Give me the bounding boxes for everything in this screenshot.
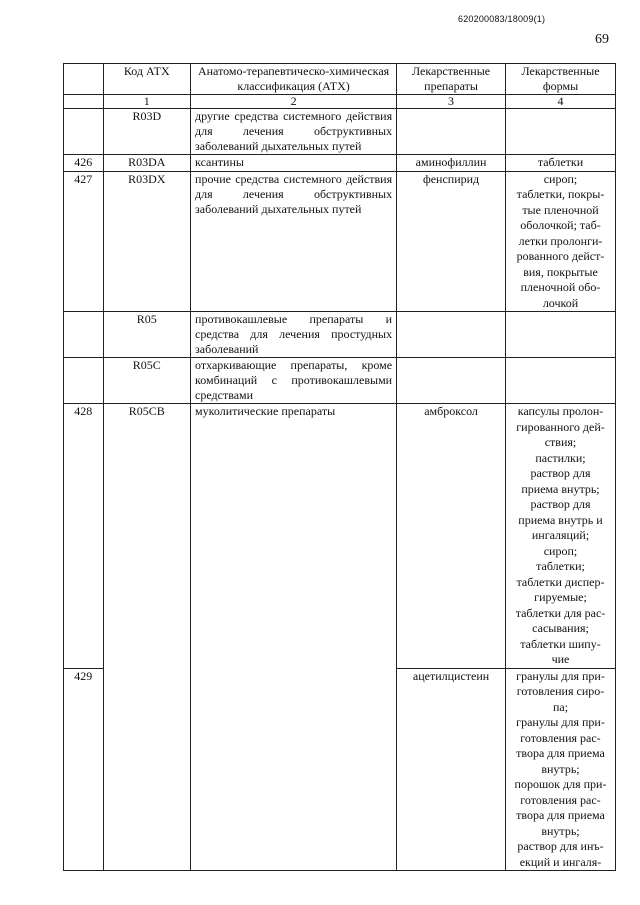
row-classification: муколитические препараты xyxy=(191,404,397,871)
row-drug: фенспирид xyxy=(397,171,506,312)
dosage-form-line: капсулы пролон- xyxy=(517,404,604,418)
dosage-form-line: таблетки xyxy=(537,155,584,169)
dosage-form-line: тые пленочной xyxy=(522,202,599,217)
table-row xyxy=(64,404,616,669)
dosage-form-line: внутрь; xyxy=(541,761,580,776)
dosage-form-line: вия, покрытые xyxy=(523,264,598,279)
dosage-form-line: пастилки; xyxy=(535,450,586,465)
dosage-form-line: порошок для при- xyxy=(514,777,607,791)
index-forms: 4 xyxy=(506,95,616,109)
row-code: R03D xyxy=(103,109,191,155)
dosage-form-line: летки пролонги- xyxy=(518,233,603,248)
header-num xyxy=(64,64,104,95)
dosage-form-line: гированного дей- xyxy=(516,419,605,434)
row-drug: амброксол xyxy=(397,404,506,669)
row-forms xyxy=(506,358,616,404)
dosage-form-line: раствор для xyxy=(530,497,591,511)
row-classification: прочие средства системного действия для лечения обструктивных заболеваний дыхательных путей xyxy=(191,171,397,312)
row-classification: другие средства системного действия для лечения обструктивных заболеваний дыхательных путей xyxy=(191,109,397,155)
dosage-form-line: сасывания; xyxy=(532,621,589,635)
row-code: R03DA xyxy=(103,155,191,172)
dosage-form-line: раствор для инъ- xyxy=(517,839,604,853)
table-row xyxy=(64,312,616,358)
table-row xyxy=(64,109,616,155)
page-number: 69 xyxy=(595,32,609,47)
dosage-form-line: таблетки диспер- xyxy=(516,574,605,589)
dosage-form-line: ингаляций; xyxy=(531,528,590,542)
row-num: 427 xyxy=(64,171,104,312)
dosage-form-line: сироп; xyxy=(543,171,578,186)
row-drug xyxy=(397,358,506,404)
dosage-form-line: твора для приема xyxy=(516,808,605,822)
row-forms xyxy=(506,404,616,669)
dosage-form-line: па; xyxy=(552,699,569,714)
header-forms: Лекарственные формы xyxy=(506,64,616,95)
dosage-form-line: таблетки для рас- xyxy=(515,605,606,620)
dosage-form-line: сироп; xyxy=(543,543,578,558)
dosage-form-line: внутрь; xyxy=(541,823,580,838)
header-drugs: Лекарственные препараты xyxy=(397,64,506,95)
dosage-form-line: гранулы для при- xyxy=(516,668,605,683)
index-num xyxy=(64,95,104,109)
row-classification: противокашлевые препараты и средства для лечения простудных заболеваний xyxy=(191,312,397,358)
dosage-form-line: приема внутрь и xyxy=(518,512,603,527)
dosage-form-line: гранулы для при- xyxy=(516,715,605,729)
row-forms xyxy=(506,155,616,172)
atx-table xyxy=(63,63,616,871)
dosage-form-line: гируемые; xyxy=(534,590,587,604)
row-num xyxy=(64,358,104,404)
table-row xyxy=(64,155,616,172)
table-header-row xyxy=(64,64,616,95)
row-drug: аминофиллин xyxy=(397,155,506,172)
index-classification: 2 xyxy=(191,95,397,109)
row-num xyxy=(64,109,104,155)
row-num: 426 xyxy=(64,155,104,172)
table-row xyxy=(64,358,616,404)
dosage-form-line: лочкой xyxy=(542,295,579,310)
row-forms xyxy=(506,171,616,312)
dosage-form-line: готовления рас- xyxy=(520,730,601,745)
dosage-form-line: готовления рас- xyxy=(520,792,601,807)
document-id: 620200083/18009(1) xyxy=(458,14,546,24)
header-classification: Анатомо-терапевтическо-химическая классификация (АТХ) xyxy=(191,64,397,95)
index-code: 1 xyxy=(103,95,191,109)
row-code: R05CB xyxy=(103,404,191,871)
row-classification: ксантины xyxy=(191,155,397,172)
row-drug xyxy=(397,312,506,358)
column-index-row xyxy=(64,95,616,109)
row-drug xyxy=(397,109,506,155)
row-code: R05 xyxy=(103,312,191,358)
row-num: 429 xyxy=(64,668,104,871)
row-code: R03DX xyxy=(103,171,191,312)
dosage-form-line: приема внутрь; xyxy=(521,481,600,496)
dosage-form-line: таблетки; xyxy=(536,559,585,573)
row-drug: ацетилцистеин xyxy=(397,668,506,871)
row-forms xyxy=(506,668,616,871)
dosage-form-line: готовления сиро- xyxy=(516,684,605,698)
index-drugs: 3 xyxy=(397,95,506,109)
row-code: R05C xyxy=(103,358,191,404)
dosage-form-line: пленочной обо- xyxy=(520,280,601,294)
dosage-form-line: твора для приема xyxy=(516,746,605,760)
dosage-form-line: раствор для xyxy=(530,466,591,480)
dosage-form-line: рованного дейст- xyxy=(516,249,605,263)
dosage-form-line: таблетки, покры- xyxy=(516,187,605,201)
row-num: 428 xyxy=(64,404,104,669)
table-row xyxy=(64,171,616,312)
row-forms xyxy=(506,312,616,358)
dosage-form-line: чие xyxy=(551,652,570,666)
row-forms xyxy=(506,109,616,155)
dosage-form-line: оболочкой; таб- xyxy=(520,218,601,232)
dosage-form-line: таблетки шипу- xyxy=(520,636,601,651)
row-num xyxy=(64,312,104,358)
header-code: Код АТХ xyxy=(103,64,191,95)
dosage-form-line: екций и ингаля- xyxy=(519,854,602,869)
dosage-form-line: ствия; xyxy=(544,435,577,449)
row-classification: отхаркивающие препараты, кроме комбинаций с противокашлевыми средствами xyxy=(191,358,397,404)
